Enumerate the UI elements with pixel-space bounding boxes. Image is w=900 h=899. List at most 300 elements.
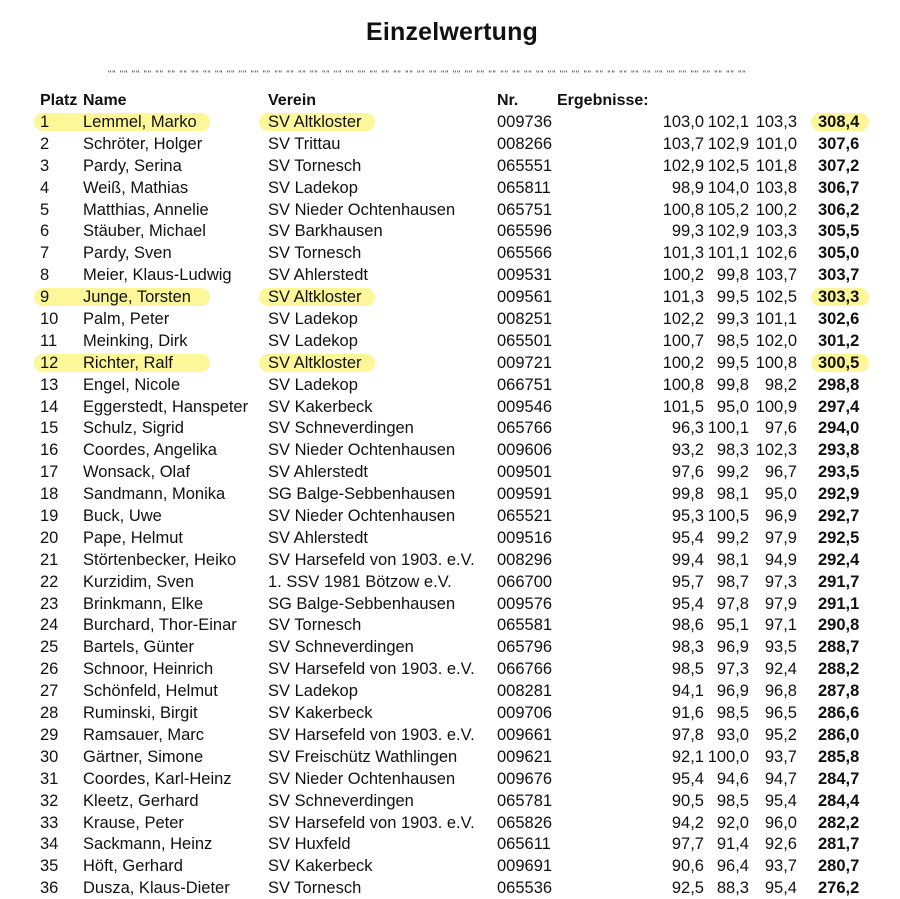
cell-verein: SV Ladekop <box>268 178 358 197</box>
cell-total: 286,6 <box>818 704 860 723</box>
page-title: Einzelwertung <box>365 18 539 46</box>
cell-verein: SG Balge-Sebbenhausen <box>268 485 456 504</box>
cell-verein: SV Kakerbeck <box>268 397 373 416</box>
table-row <box>0 658 900 680</box>
cell-score-1: 96,3 <box>671 419 704 438</box>
cell-platz: 14 <box>40 397 59 416</box>
cell-nr: 065611 <box>497 835 551 854</box>
cell-score-3: 97,9 <box>764 594 797 613</box>
cell-total: 281,7 <box>818 835 860 854</box>
table-row <box>0 461 900 483</box>
cell-name: Pardy, Sven <box>83 244 172 263</box>
cell-name: Lemmel, Marko <box>83 113 197 131</box>
cell-score-2: 104,0 <box>707 178 749 197</box>
cell-score-1: 95,4 <box>671 528 704 547</box>
cell-score-2: 98,5 <box>716 331 749 350</box>
cell-score-1: 95,7 <box>671 572 704 591</box>
cell-platz: 27 <box>40 682 59 701</box>
cell-total: 303,3 <box>818 288 860 307</box>
cell-name: Kurzidim, Sven <box>83 572 194 591</box>
cell-score-2: 98,1 <box>716 550 749 569</box>
cell-score-3: 97,1 <box>764 616 797 635</box>
cell-nr: 065521 <box>497 507 553 526</box>
cell-score-1: 103,7 <box>662 134 704 153</box>
cell-platz: 2 <box>40 134 50 153</box>
cell-score-3: 95,4 <box>764 879 797 898</box>
cell-total: 284,4 <box>818 791 860 810</box>
header-name: Name <box>83 92 127 109</box>
header-platz: Platz <box>40 92 78 109</box>
cell-verein: SV Altkloster <box>268 113 362 131</box>
table-row <box>0 505 900 527</box>
cell-nr: 009606 <box>497 441 553 460</box>
cell-verein: SV Altkloster <box>268 288 362 307</box>
cell-verein: SV Tornesch <box>268 156 362 175</box>
cell-score-3: 102,0 <box>755 331 797 350</box>
cell-name: Schnoor, Heinrich <box>83 660 214 679</box>
cell-score-1: 94,1 <box>671 682 704 701</box>
cell-verein: SV Freischütz Wathlingen <box>268 747 458 766</box>
cell-name: Ruminski, Birgit <box>83 704 198 723</box>
cell-nr: 009561 <box>497 288 553 307</box>
cell-verein: SV Ladekop <box>268 375 358 394</box>
cell-name: Engel, Nicole <box>83 375 181 394</box>
cell-verein: SV Kakerbeck <box>268 704 373 723</box>
cell-platz: 22 <box>40 572 59 591</box>
cell-platz: 7 <box>40 244 50 263</box>
cell-platz: 9 <box>40 288 50 307</box>
cell-name: Höft, Gerhard <box>83 857 183 876</box>
cell-name: Junge, Torsten <box>83 288 191 307</box>
table-row <box>0 549 900 571</box>
cell-nr: 066751 <box>497 375 553 394</box>
cell-verein: SV Nieder Ochtenhausen <box>268 200 456 219</box>
table-row <box>0 220 900 242</box>
table-row <box>0 483 900 505</box>
cell-score-2: 97,3 <box>716 660 749 679</box>
cell-name: Richter, Ralf <box>83 353 173 372</box>
table-row <box>0 199 900 221</box>
cell-platz: 10 <box>40 310 59 329</box>
cell-nr: 065566 <box>497 244 553 263</box>
cell-score-1: 100,7 <box>662 331 704 350</box>
cell-nr: 009576 <box>497 594 553 613</box>
cell-verein: SV Schneverdingen <box>268 638 414 657</box>
cell-verein: SV Ladekop <box>268 682 358 701</box>
cell-score-2: 98,1 <box>716 485 749 504</box>
cell-platz: 13 <box>40 375 59 394</box>
cell-nr: 008296 <box>497 550 553 569</box>
table-row <box>0 527 900 549</box>
cell-score-1: 92,5 <box>671 879 704 898</box>
cell-verein: SG Balge-Sebbenhausen <box>268 594 456 613</box>
cell-score-3: 102,3 <box>755 441 797 460</box>
table-row <box>0 352 900 374</box>
cell-total: 288,7 <box>818 638 860 657</box>
cell-platz: 15 <box>40 419 59 438</box>
cell-total: 297,4 <box>818 397 860 416</box>
dotted-separator: "" "" "" "" "" "" "" "" "" "" "" "" "" "" "" "" "" "" "" "" "" "" "" "" "" "" "" "" "" "" "" "" "" "" "" "" "" "" "" "" "" "" "" "" "" "" "" "" "" "" "" "" "" "" <box>108 70 747 78</box>
cell-score-2: 99,5 <box>716 353 749 372</box>
cell-name: Meinking, Dirk <box>83 331 188 350</box>
cell-nr: 065766 <box>497 419 553 438</box>
cell-platz: 23 <box>40 594 59 613</box>
table-row <box>0 396 900 418</box>
cell-score-2: 96,9 <box>716 682 749 701</box>
cell-nr: 065501 <box>497 331 553 350</box>
cell-score-1: 98,5 <box>671 660 704 679</box>
cell-verein: SV Harsefeld von 1903. e.V. <box>268 660 475 679</box>
cell-total: 287,8 <box>818 682 860 701</box>
cell-score-2: 99,8 <box>716 375 749 394</box>
cell-total: 298,8 <box>818 375 860 394</box>
cell-score-2: 91,4 <box>716 835 749 854</box>
cell-total: 291,7 <box>818 572 860 591</box>
cell-total: 286,0 <box>818 725 860 744</box>
cell-score-2: 102,1 <box>707 113 749 131</box>
cell-nr: 008281 <box>497 682 553 701</box>
cell-score-2: 93,0 <box>716 725 749 744</box>
table-row <box>0 155 900 177</box>
cell-total: 288,2 <box>818 660 860 679</box>
cell-total: 284,7 <box>818 769 860 788</box>
cell-score-3: 92,6 <box>764 835 797 854</box>
cell-platz: 32 <box>40 791 59 810</box>
cell-verein: SV Nieder Ochtenhausen <box>268 769 456 788</box>
cell-score-3: 101,8 <box>755 156 797 175</box>
table-row <box>0 330 900 352</box>
cell-score-2: 98,7 <box>716 572 749 591</box>
cell-score-2: 100,1 <box>707 419 749 438</box>
table-row <box>0 614 900 636</box>
cell-score-1: 97,6 <box>671 463 704 482</box>
cell-score-1: 99,8 <box>671 485 704 504</box>
cell-name: Brinkmann, Elke <box>83 594 204 613</box>
cell-nr: 009721 <box>497 353 553 372</box>
table-row <box>0 768 900 790</box>
cell-platz: 12 <box>40 353 59 372</box>
cell-score-1: 99,4 <box>671 550 704 569</box>
cell-platz: 5 <box>40 200 50 219</box>
cell-nr: 009591 <box>497 485 553 504</box>
cell-score-3: 92,4 <box>764 660 797 679</box>
cell-nr: 009691 <box>497 857 553 876</box>
cell-total: 276,2 <box>818 879 860 898</box>
cell-nr: 066766 <box>497 660 553 679</box>
cell-name: Bartels, Günter <box>83 638 194 657</box>
cell-score-3: 100,8 <box>755 353 797 372</box>
cell-verein: SV Trittau <box>268 134 341 153</box>
cell-nr: 009516 <box>497 528 553 547</box>
cell-platz: 19 <box>40 507 59 526</box>
cell-total: 307,6 <box>818 134 860 153</box>
table-row <box>0 593 900 615</box>
cell-score-1: 101,3 <box>662 244 704 263</box>
cell-platz: 8 <box>40 266 50 285</box>
cell-total: 290,8 <box>818 616 860 635</box>
cell-score-2: 100,0 <box>707 747 749 766</box>
cell-platz: 35 <box>40 857 59 876</box>
cell-name: Coordes, Karl-Heinz <box>83 769 232 788</box>
cell-nr: 008266 <box>497 134 553 153</box>
cell-verein: SV Ladekop <box>268 331 358 350</box>
table-row <box>0 571 900 593</box>
cell-score-1: 97,8 <box>671 725 704 744</box>
table-row <box>0 111 900 133</box>
cell-platz: 30 <box>40 747 59 766</box>
table-row <box>0 417 900 439</box>
cell-nr: 009706 <box>497 704 553 723</box>
cell-nr: 009676 <box>497 769 553 788</box>
cell-score-1: 97,7 <box>671 835 704 854</box>
cell-total: 291,1 <box>818 594 860 613</box>
cell-platz: 16 <box>40 441 59 460</box>
cell-score-1: 103,0 <box>662 113 704 131</box>
cell-score-3: 96,8 <box>764 682 797 701</box>
cell-verein: SV Ahlerstedt <box>268 266 368 285</box>
cell-score-3: 93,7 <box>764 857 797 876</box>
cell-total: 300,5 <box>818 353 860 372</box>
cell-total: 303,7 <box>818 266 860 285</box>
cell-name: Burchard, Thor-Einar <box>83 616 237 635</box>
cell-platz: 25 <box>40 638 59 657</box>
table-row <box>0 264 900 286</box>
cell-verein: SV Schneverdingen <box>268 791 414 810</box>
cell-name: Weiß, Mathias <box>83 178 189 197</box>
cell-verein: SV Huxfeld <box>268 835 351 854</box>
cell-nr: 065581 <box>497 616 553 635</box>
cell-nr: 065781 <box>497 791 553 810</box>
table-row <box>0 855 900 877</box>
cell-score-3: 100,9 <box>755 397 797 416</box>
cell-score-1: 95,4 <box>671 594 704 613</box>
cell-score-3: 100,2 <box>755 200 797 219</box>
cell-verein: SV Ahlerstedt <box>268 528 368 547</box>
table-row <box>0 133 900 155</box>
cell-platz: 3 <box>40 156 50 175</box>
cell-verein: SV Ladekop <box>268 310 358 329</box>
cell-platz: 26 <box>40 660 59 679</box>
table-row <box>0 790 900 812</box>
cell-score-2: 100,5 <box>707 507 749 526</box>
cell-platz: 6 <box>40 222 50 241</box>
cell-score-3: 102,5 <box>755 288 797 307</box>
table-row <box>0 724 900 746</box>
cell-score-2: 99,2 <box>716 528 749 547</box>
cell-name: Eggerstedt, Hanspeter <box>83 397 249 416</box>
cell-score-2: 99,5 <box>716 288 749 307</box>
cell-score-3: 103,3 <box>755 113 797 131</box>
cell-name: Dusza, Klaus-Dieter <box>83 879 230 898</box>
cell-total: 292,9 <box>818 485 860 504</box>
cell-verein: SV Harsefeld von 1903. e.V. <box>268 550 475 569</box>
cell-nr: 009531 <box>497 266 553 285</box>
cell-total: 294,0 <box>818 419 860 438</box>
cell-score-3: 93,5 <box>764 638 797 657</box>
cell-name: Ramsauer, Marc <box>83 725 205 744</box>
table-row <box>0 439 900 461</box>
cell-verein: SV Altkloster <box>268 353 362 372</box>
cell-score-3: 94,9 <box>764 550 797 569</box>
cell-platz: 24 <box>40 616 59 635</box>
cell-verein: SV Harsefeld von 1903. e.V. <box>268 813 475 832</box>
cell-score-1: 90,6 <box>671 857 704 876</box>
cell-name: Schönfeld, Helmut <box>83 682 218 701</box>
cell-score-1: 101,5 <box>662 397 704 416</box>
cell-score-2: 96,4 <box>716 857 749 876</box>
cell-total: 292,5 <box>818 528 860 547</box>
table-row <box>0 177 900 199</box>
cell-nr: 009546 <box>497 397 553 416</box>
table-row <box>0 636 900 658</box>
cell-score-2: 101,1 <box>707 244 749 263</box>
cell-score-2: 96,9 <box>716 638 749 657</box>
cell-score-2: 94,6 <box>716 769 749 788</box>
cell-platz: 18 <box>40 485 59 504</box>
cell-score-2: 102,9 <box>707 222 749 241</box>
cell-score-1: 99,3 <box>671 222 704 241</box>
cell-score-1: 100,2 <box>662 353 704 372</box>
cell-nr: 009501 <box>497 463 553 482</box>
table-row <box>0 242 900 264</box>
cell-score-3: 95,2 <box>764 725 797 744</box>
cell-total: 306,7 <box>818 178 860 197</box>
cell-nr: 009736 <box>497 113 553 131</box>
cell-name: Gärtner, Simone <box>83 747 204 766</box>
cell-nr: 065596 <box>497 222 553 241</box>
cell-score-2: 98,3 <box>716 441 749 460</box>
cell-score-3: 94,7 <box>764 769 797 788</box>
header-ergebnisse: Ergebnisse: <box>557 92 649 109</box>
cell-score-2: 98,5 <box>716 791 749 810</box>
cell-verein: SV Tornesch <box>268 879 362 898</box>
cell-total: 301,2 <box>818 331 860 350</box>
cell-total: 293,8 <box>818 441 860 460</box>
table-row <box>0 833 900 855</box>
cell-score-1: 92,1 <box>671 747 704 766</box>
table-row <box>0 746 900 768</box>
cell-platz: 34 <box>40 835 59 854</box>
cell-verein: SV Nieder Ochtenhausen <box>268 507 456 526</box>
cell-name: Sandmann, Monika <box>83 485 226 504</box>
cell-name: Pardy, Serina <box>83 156 182 175</box>
results-table <box>0 111 900 899</box>
cell-name: Schröter, Holger <box>83 134 203 153</box>
cell-total: 308,4 <box>818 113 860 131</box>
cell-name: Meier, Klaus-Ludwig <box>83 266 232 285</box>
cell-score-3: 101,1 <box>755 310 797 329</box>
cell-score-3: 97,6 <box>764 419 797 438</box>
cell-verein: SV Kakerbeck <box>268 857 373 876</box>
cell-total: 282,2 <box>818 813 860 832</box>
cell-verein: SV Barkhausen <box>268 222 383 241</box>
cell-name: Pape, Helmut <box>83 528 183 547</box>
cell-score-3: 96,5 <box>764 704 797 723</box>
cell-score-2: 102,9 <box>707 134 749 153</box>
cell-score-3: 96,7 <box>764 463 797 482</box>
cell-total: 307,2 <box>818 156 860 175</box>
cell-nr: 008251 <box>497 310 553 329</box>
cell-score-3: 96,9 <box>764 507 797 526</box>
cell-platz: 33 <box>40 813 59 832</box>
cell-score-3: 102,6 <box>755 244 797 263</box>
cell-platz: 31 <box>40 769 59 788</box>
table-row <box>0 812 900 834</box>
table-row <box>0 702 900 724</box>
cell-score-1: 98,6 <box>671 616 704 635</box>
cell-name: Krause, Peter <box>83 813 184 832</box>
header-nr: Nr. <box>497 92 519 109</box>
cell-name: Wonsack, Olaf <box>83 463 190 482</box>
table-row <box>0 286 900 308</box>
cell-total: 305,5 <box>818 222 860 241</box>
cell-score-2: 102,5 <box>707 156 749 175</box>
cell-nr: 065811 <box>497 178 551 197</box>
cell-verein: SV Nieder Ochtenhausen <box>268 441 456 460</box>
cell-total: 293,5 <box>818 463 860 482</box>
cell-name: Stäuber, Michael <box>83 222 206 241</box>
cell-verein: SV Tornesch <box>268 616 362 635</box>
cell-score-1: 101,3 <box>662 288 704 307</box>
cell-score-1: 95,3 <box>671 507 704 526</box>
cell-score-2: 98,5 <box>716 704 749 723</box>
cell-platz: 4 <box>40 178 50 197</box>
cell-nr: 065536 <box>497 879 553 898</box>
cell-score-3: 98,2 <box>764 375 797 394</box>
cell-verein: 1. SSV 1981 Bötzow e.V. <box>268 572 452 591</box>
cell-score-1: 90,5 <box>671 791 704 810</box>
cell-verein: SV Schneverdingen <box>268 419 414 438</box>
cell-score-3: 95,4 <box>764 791 797 810</box>
header-verein: Verein <box>268 92 317 109</box>
cell-score-1: 102,2 <box>662 310 704 329</box>
cell-platz: 17 <box>40 463 59 482</box>
cell-name: Sackmann, Heinz <box>83 835 213 854</box>
cell-score-2: 92,0 <box>716 813 749 832</box>
cell-total: 302,6 <box>818 310 860 329</box>
cell-score-3: 97,3 <box>764 572 797 591</box>
cell-score-3: 95,0 <box>764 485 797 504</box>
cell-score-2: 97,8 <box>716 594 749 613</box>
cell-total: 305,0 <box>818 244 860 263</box>
cell-score-2: 95,1 <box>716 616 749 635</box>
cell-name: Buck, Uwe <box>83 507 162 526</box>
cell-nr: 065551 <box>497 156 553 175</box>
table-row <box>0 374 900 396</box>
cell-total: 285,8 <box>818 747 860 766</box>
cell-total: 306,2 <box>818 200 860 219</box>
cell-score-1: 95,4 <box>671 769 704 788</box>
cell-score-3: 93,7 <box>764 747 797 766</box>
cell-score-3: 103,7 <box>755 266 797 285</box>
cell-platz: 21 <box>40 550 59 569</box>
cell-score-1: 100,2 <box>662 266 704 285</box>
cell-name: Störtenbecker, Heiko <box>83 550 237 569</box>
cell-platz: 29 <box>40 725 59 744</box>
cell-verein: SV Harsefeld von 1903. e.V. <box>268 725 475 744</box>
cell-score-3: 103,3 <box>755 222 797 241</box>
cell-total: 292,7 <box>818 507 860 526</box>
cell-score-2: 105,2 <box>707 200 749 219</box>
cell-nr: 065826 <box>497 813 553 832</box>
cell-platz: 20 <box>40 528 59 547</box>
table-row <box>0 308 900 330</box>
table-row <box>0 680 900 702</box>
cell-name: Matthias, Annelie <box>83 200 209 219</box>
cell-score-1: 94,2 <box>671 813 704 832</box>
cell-score-1: 98,3 <box>671 638 704 657</box>
cell-score-2: 99,3 <box>716 310 749 329</box>
